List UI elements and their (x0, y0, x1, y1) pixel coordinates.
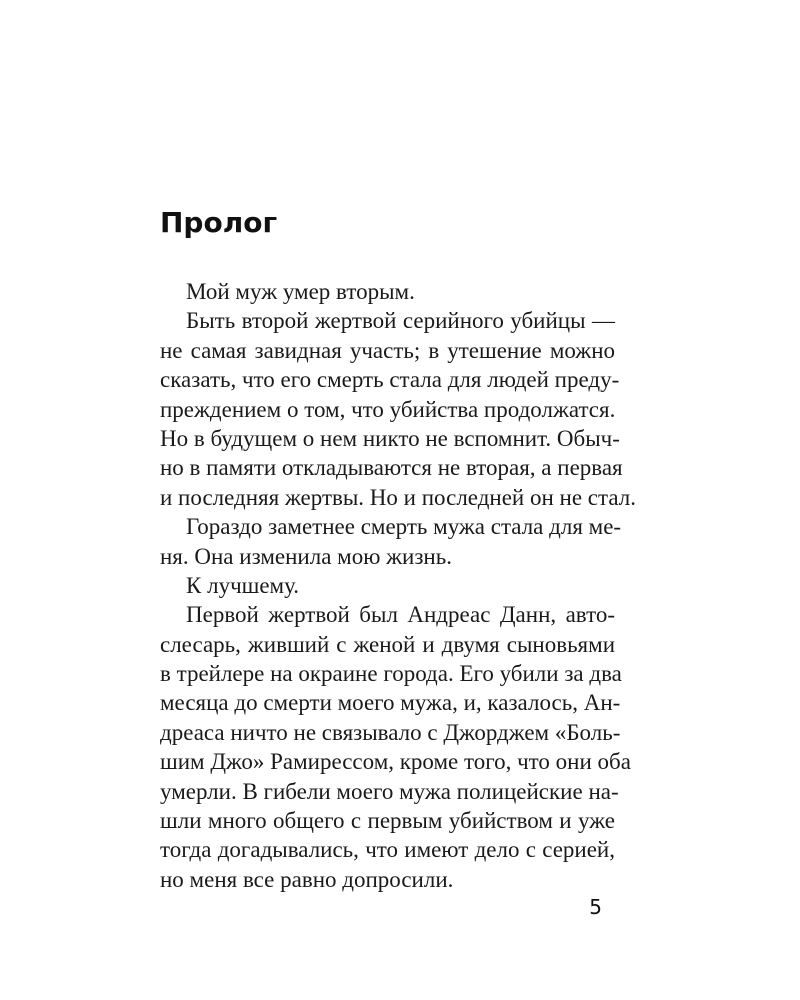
paragraph-line: сказать, что его смерть стала для людей преду- (160, 367, 620, 393)
paragraph-line: Быть второй жертвой серийного убийцы — (186, 308, 615, 334)
paragraph-line: Первой жертвой был Андреас Данн, авто- (186, 602, 615, 628)
paragraph-line: преждением о том, что убийства продолжатся. (160, 396, 616, 422)
paragraph-line: месяца до смерти моего мужа, и, казалось, Ан- (160, 690, 621, 716)
paragraph-line: слесарь, живший с женой и двумя сыновьями (160, 631, 615, 657)
paragraph-line: шим Джо» Рамирессом, кроме того, что они оба (160, 749, 631, 775)
paragraph-line: в трейлере на окраине города. Его убили за два (160, 661, 622, 687)
paragraph-line: Мой муж умер вторым. (186, 279, 415, 304)
chapter-title: Пролог (160, 206, 278, 239)
body-text (160, 277, 636, 894)
paragraph-line: и последняя жертвы. Но и последней он не стал. (160, 484, 636, 510)
paragraph-line: К лучшему. (186, 572, 300, 598)
paragraph-line: тогда догадывались, что имеют дело с серией, (160, 837, 615, 863)
page-number: 5 (589, 895, 602, 919)
paragraph-line: Но в будущем о нем никто не вспомнит. Обыч- (160, 425, 620, 451)
paragraph-line: умерли. В гибели моего мужа полицейские на- (160, 778, 619, 804)
paragraph-line: дреаса ничто не связывало с Джорджем «Боль- (160, 719, 621, 745)
paragraph-line: шли много общего с первым убийством и уже (160, 808, 615, 834)
paragraph-line: но в памяти откладываются не вторая, а первая (160, 455, 623, 481)
paragraph-line: ня. Она изменила мою жизнь. (160, 543, 452, 569)
paragraph-line: Гораздо заметнее смерть мужа стала для ме- (186, 514, 622, 540)
paragraph-line: но меня все равно допросили. (160, 866, 454, 892)
paragraph-line: не самая завидная участь; в утешение можно (160, 337, 615, 363)
